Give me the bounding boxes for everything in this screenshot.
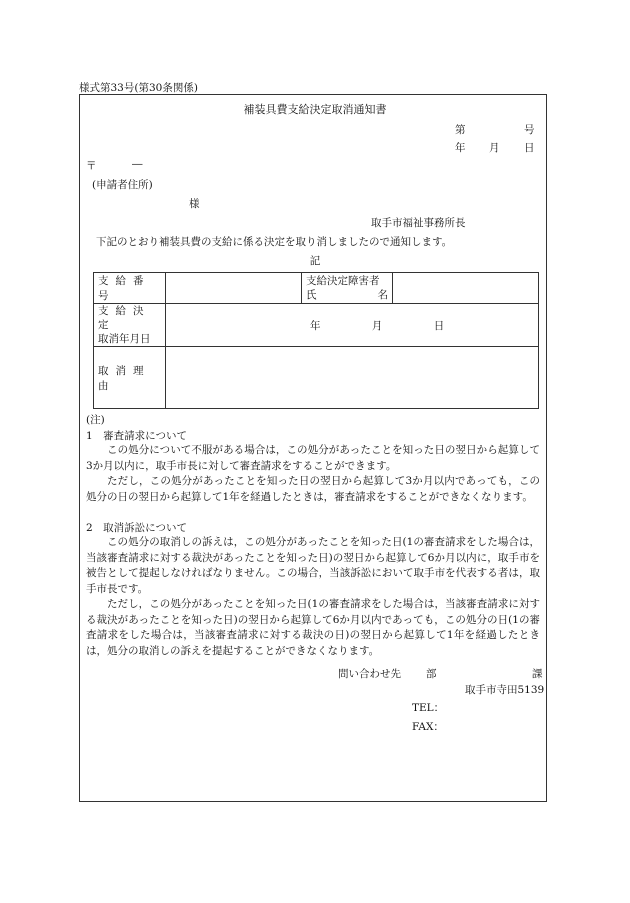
- cancel-year: 年: [310, 319, 321, 332]
- recipient-name-value: [393, 273, 539, 304]
- cancel-date-label: [94, 304, 166, 347]
- note-1-paragraph-2: ただし，この処分があったことを知った日の翌日から起算して3か月以内であっても，この処分の日の翌日から起算して1年を経過したときは，審査請求をすることができなくなります。: [86, 475, 540, 503]
- honorific: 様: [189, 198, 200, 210]
- postal-mark: 〒: [86, 160, 97, 172]
- note-2-paragraph-1: この処分の取消しの訴えは，この処分があったことを知った日(1の審査請求をした場合は，当該審査請求に対する裁決があったことを知った日)の翌日から起算して6か月以内に，取手市を被告として提起しなければなりません。この場合，当該訴訟において取手市を代表する者は，取手市長です。: [86, 536, 540, 595]
- date-day: 日: [524, 142, 535, 154]
- form-number: 様式第33号(第30条関係): [79, 82, 198, 94]
- cancel-reason-label: 取消理由: [94, 347, 166, 409]
- support-number-value: [166, 273, 302, 304]
- date-month: 月: [489, 142, 500, 154]
- note-1-paragraph-1: この処分について不服がある場合は，この処分があったことを知った日の翌日から起算して3か月以内に，取手市長に対して審査請求をすることができます。: [86, 444, 540, 472]
- recipient-name-label: [302, 273, 393, 304]
- cancel-month: 月: [371, 319, 383, 332]
- contact-section: 課: [532, 668, 543, 680]
- note-1-title: 1 審査請求について: [86, 430, 187, 442]
- support-number-label: 支給番号: [94, 273, 166, 304]
- cancel-date-label-line1: 支給決定: [98, 305, 151, 331]
- note-2-title: 2 取消訴訟について: [86, 522, 187, 534]
- document-title: 補装具費支給決定取消通知書: [243, 103, 387, 116]
- number-prefix: 第: [455, 124, 466, 136]
- contact-fax: FAX：: [412, 721, 444, 733]
- details-table: [93, 272, 539, 409]
- ki-heading: 記: [309, 255, 321, 267]
- notes-heading: (注): [86, 414, 105, 426]
- cancel-date-label-line2: 取消年月日: [98, 333, 151, 345]
- recipient-label-line1: 支給決定障害者: [306, 275, 380, 287]
- contact-address: 取手市寺田5139: [465, 684, 545, 696]
- contact-dept: 部: [426, 668, 437, 680]
- applicant-address: (申請者住所): [92, 179, 153, 191]
- cancel-reason-value: [166, 347, 539, 409]
- issuer: 取手市福祉事務所長: [371, 217, 466, 229]
- recipient-label-line2: [306, 288, 388, 302]
- note-2-paragraph-2: ただし，この処分があったことを知った日(1の審査請求をした場合は，当該審査請求に対する裁決があったことを知った日)の翌日から起算して6か月以内であっても，この処分の日(1の審査請求をした場合は，当該審査請求に対する裁決の日)の翌日から起算して1年を経過したときは，処分の取消しの訴えを提起することができなくなります。: [86, 598, 540, 657]
- cancel-day: 日: [433, 319, 445, 332]
- recipient-label-mei: 名: [377, 289, 388, 301]
- date-year: 年: [455, 142, 466, 154]
- intro-text: 下記のとおり補装具費の支給に係る決定を取り消しましたので通知します。: [96, 236, 453, 248]
- recipient-label-shi: 氏: [306, 289, 317, 301]
- postal-dash: ―: [132, 158, 143, 170]
- number-suffix: 号: [524, 124, 535, 136]
- contact-label: 問い合わせ先: [338, 668, 401, 680]
- cancel-date-value: [166, 304, 539, 347]
- contact-tel: TEL：: [412, 702, 445, 714]
